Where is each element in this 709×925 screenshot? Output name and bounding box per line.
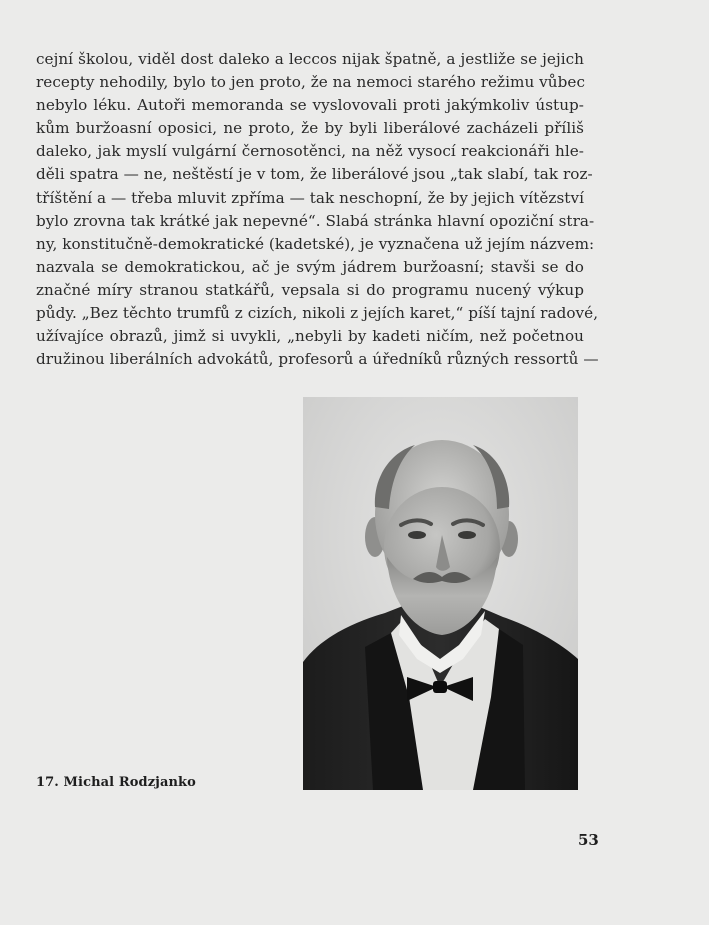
text-line-9: ny, konstitučně-demokratické (kadetské), je vyznačena už jejím názvem:: [36, 234, 595, 253]
text-line-12: půdy. „Bez těchto trumfů z cizích, nikoli z jejích karet,“ píší tajní radové,: [36, 304, 599, 323]
text-line-6: děli spatra — ne, neštěstí je v tom, že liberálové jsou „tak slabí, tak roz-: [36, 165, 593, 184]
text-line-14: družinou liberálních advokátů, profesorů a úředníků různých ressortů —: [36, 350, 599, 369]
text-line-5: daleko, jak myslí vulgární černosotěnci, na něž vysocí reakcionáři hle-: [36, 142, 584, 161]
text-line-13: užívajíce obrazů, jimž si uvykli, „nebyli by kadeti ničím, než početnou: [36, 327, 584, 346]
text-line-1: cejní školou, viděl dost daleko a leccos nijak špatně, a jestliže se jejich: [36, 50, 584, 68]
portrait-photo: [303, 397, 578, 790]
text-line-2: recepty nehodily, bylo to jen proto, že na nemoci starého režimu vůbec: [36, 73, 585, 92]
page-number: 53: [578, 831, 599, 849]
text-line-3: nebylo léku. Autoři memoranda se vyslovovali proti jakýmkoliv ústup-: [36, 96, 584, 115]
text-line-7: tříštění a — třeba mluvit zpříma — tak neschopní, že by jejich vítězství: [36, 188, 584, 207]
text-line-8: bylo zrovna tak krátké jak nepevné“. Slabá stránka hlavní opoziční stra-: [36, 211, 595, 230]
figure-caption: 17. Michal Rodzjanko: [36, 775, 196, 790]
text-line-4: kům buržoasní oposici, ne proto, že by byli liberálové zacházeli příliš: [36, 119, 584, 138]
text-line-11: značné míry stranou statkářů, vepsala si do programu nucený výkup: [36, 280, 584, 299]
text-line-10: nazvala se demokratickou, ač je svým jádrem buržoasní; stavši se do: [36, 257, 584, 276]
body-text: [36, 48, 599, 371]
